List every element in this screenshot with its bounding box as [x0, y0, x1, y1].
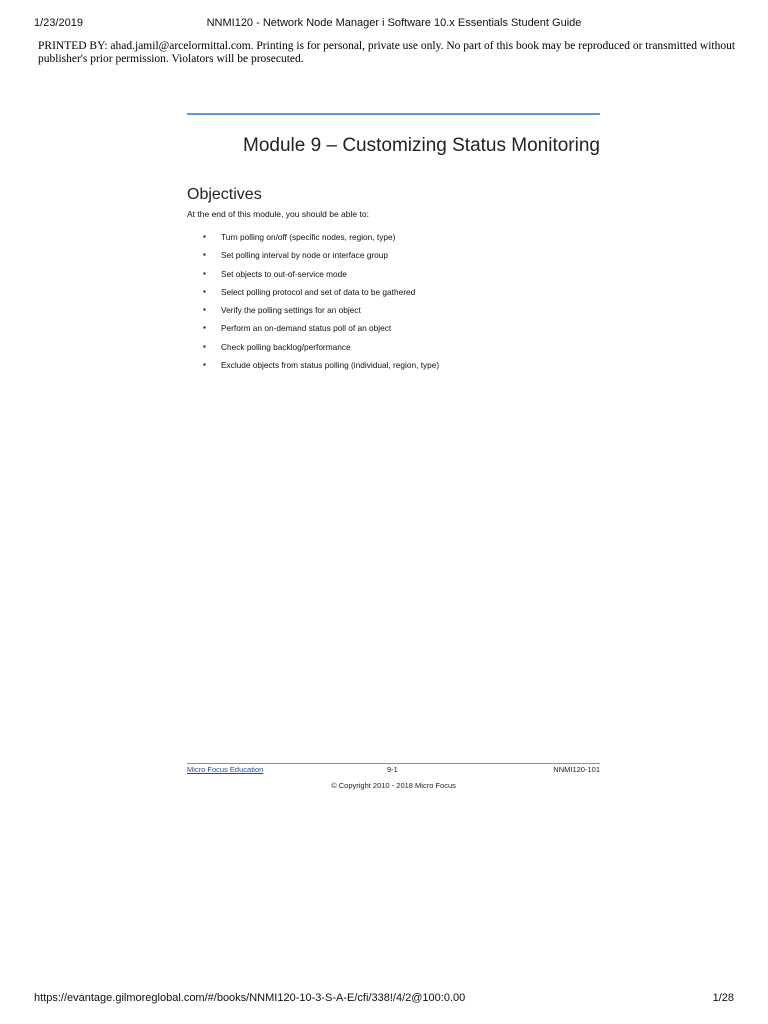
objectives-intro: At the end of this module, you should be able to:	[187, 209, 369, 219]
objective-text: Verify the polling settings for an object	[221, 305, 361, 316]
bullet-icon: ▪	[203, 286, 206, 296]
objective-text: Select polling protocol and set of data to be gathered	[221, 286, 416, 297]
print-footer	[34, 992, 734, 1006]
bullet-icon: ▪	[203, 341, 206, 351]
objective-text: Turn polling on/off (specific nodes, region, type)	[221, 232, 396, 242]
objective-item	[203, 269, 439, 287]
print-page-count: 1/28	[712, 992, 734, 1004]
objective-text: Check polling backlog/performance	[221, 341, 351, 352]
micro-focus-education-link[interactable]: Micro Focus Education	[187, 765, 264, 774]
course-code: NNMI120-101	[553, 765, 600, 774]
bullet-icon: ▪	[203, 250, 206, 260]
printed-by-label: PRINTED BY:	[38, 40, 108, 52]
print-document-title: NNMI120 - Network Node Manager i Software 10.x Essentials Student Guide	[206, 17, 582, 29]
objective-item	[203, 342, 439, 360]
bullet-icon: ▪	[203, 268, 206, 278]
objectives-list	[203, 232, 439, 378]
objective-text: Exclude objects from status polling (individual, region, type)	[221, 360, 440, 371]
footer-divider	[187, 763, 600, 764]
objective-item	[203, 250, 439, 268]
printed-by-text: ahad.jamil@arcelormittal.com. Printing is for personal, private use only. No part of this book may be reproduced or transmitted without publisher's prior permission. Violators will be prosecuted.	[38, 40, 736, 65]
bullet-icon: ▪	[203, 232, 206, 241]
objectives-heading: Objectives	[187, 186, 262, 203]
copyright-notice: © Copyright 2010 - 2018 Micro Focus	[331, 781, 456, 790]
objective-item	[203, 232, 439, 250]
objective-text: Set objects to out-of-service mode	[221, 268, 347, 279]
bullet-icon: ▪	[203, 305, 206, 315]
bullet-icon: ▪	[203, 360, 206, 370]
print-date: 1/23/2019	[34, 17, 83, 29]
objective-item	[203, 305, 439, 323]
top-divider	[187, 113, 600, 115]
print-header	[34, 17, 734, 31]
objective-item	[203, 360, 439, 378]
objective-text: Set polling interval by node or interface group	[221, 250, 388, 261]
module-title: Module 9 – Customizing Status Monitoring	[243, 135, 600, 156]
print-url: https://evantage.gilmoreglobal.com/#/books/NNMI120-10-3-S-A-E/cfi/338!/4/2@100:0.00	[34, 992, 466, 1004]
objective-item	[203, 323, 439, 341]
document-page	[187, 113, 600, 803]
printed-by-notice	[38, 40, 738, 65]
page-number-label: 9-1	[387, 765, 398, 774]
objective-text: Perform an on-demand status poll of an object	[221, 323, 392, 334]
bullet-icon: ▪	[203, 323, 206, 333]
objective-item	[203, 287, 439, 305]
